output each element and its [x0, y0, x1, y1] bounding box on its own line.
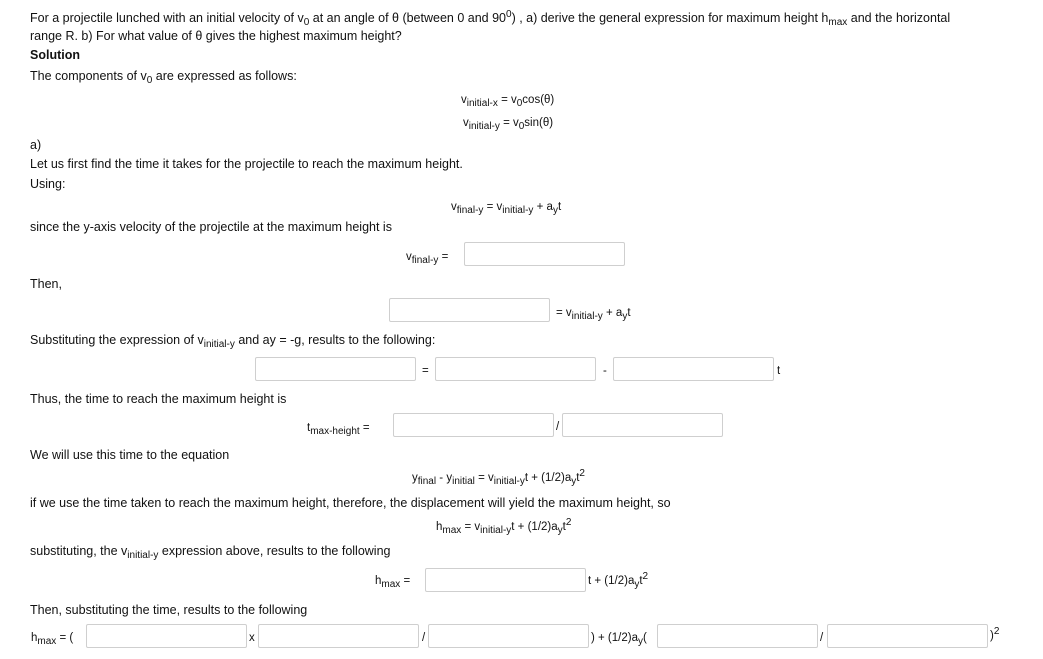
text-substituting: Substituting the expression of $v_{initial-y}$ and ay = -g, results to the following:	[30, 333, 436, 350]
tmax-slash: /	[556, 421, 560, 433]
final-end: )$^2$	[990, 626, 1000, 642]
final-input-3[interactable]	[428, 624, 589, 648]
tmax-numerator-input[interactable]	[393, 413, 554, 437]
text-then: Then,	[30, 277, 62, 291]
eq-v-final-label: $v_{final-y}$ =	[406, 251, 449, 266]
eq-hmax2-tail: $t + (1/2)a_yt^2$	[588, 571, 649, 590]
final-input-4[interactable]	[657, 624, 818, 648]
text-we-will: We will use this time to the equation	[30, 448, 230, 462]
final-slash-1: /	[422, 632, 426, 644]
hmax-vinitial-input[interactable]	[425, 568, 586, 592]
subst-equals: =	[422, 365, 429, 377]
final-input-1[interactable]	[86, 624, 247, 648]
text-thus: Thus, the time to reach the maximum height is	[30, 392, 287, 406]
eq-v-final-y: $v_{final-y} = v_{initial-y} + a_yt$	[451, 201, 562, 216]
final-input-2[interactable]	[258, 624, 419, 648]
text-since: since the y-axis velocity of the projectile at the maximum height is	[30, 220, 392, 234]
subst-mid-input[interactable]	[435, 357, 596, 381]
components-intro: The components of $v_0$ are expressed as follows:	[30, 69, 297, 86]
tmax-denominator-input[interactable]	[562, 413, 723, 437]
subst-right-input[interactable]	[613, 357, 774, 381]
v-final-y-input[interactable]	[464, 242, 625, 266]
question-line-2: range R. b) For what value of θ gives the highest maximum height?	[30, 29, 402, 43]
text-if-we: if we use the time taken to reach the maximum height, therefore, the displacement will yield the maximum height, so	[30, 496, 671, 510]
subst-t: t	[777, 365, 781, 377]
eq-v-initial-y: $v_{initial-y} = v_0\sin(\theta)$	[463, 117, 554, 132]
text-using: Using:	[30, 177, 66, 191]
part-a-label: a)	[30, 138, 42, 152]
eq-displacement: $y_{final} - y_{initial} = v_{initial-y}t + (1/2)a_yt^2$	[412, 468, 585, 487]
text-find-time: Let us first find the time it takes for the projectile to reach the maximum height.	[30, 157, 463, 171]
solution-heading: Solution	[30, 48, 80, 62]
eq-hmax: $h_{max} = v_{initial-y}t + (1/2)a_yt^2$	[436, 517, 572, 536]
subst-lhs-input[interactable]	[255, 357, 416, 381]
final-x: x	[249, 632, 255, 644]
text-then-2: Then, substituting the time, results to the following	[30, 603, 308, 617]
final-input-5[interactable]	[827, 624, 988, 648]
question-line-1: For a projectile lunched with an initial velocity of $v_0$ at an angle of θ (between 0 and $90^0$) , a) derive the general expression for maximum height $h_{max}$ and the horizontal	[30, 9, 951, 28]
eq-final-label: $h_{max}$ = (	[31, 632, 74, 647]
final-close: ) + $(1/2)a_y$(	[591, 632, 647, 647]
eq-v-initial-x: $v_{initial-x} = v_0\cos(\theta)$	[461, 94, 555, 109]
then-lhs-input[interactable]	[389, 298, 550, 322]
eq-then-rhs: = $v_{initial-y} + a_yt$	[556, 307, 631, 322]
eq-hmax2-label: $h_{max}$ =	[375, 575, 411, 590]
subst-minus: -	[603, 365, 607, 377]
eq-tmax-label: $t_{max-height}$ =	[307, 422, 370, 437]
text-substituting-2: substituting, the $v_{initial-y}$ expression above, results to the following	[30, 544, 391, 561]
final-slash-2: /	[820, 632, 824, 644]
